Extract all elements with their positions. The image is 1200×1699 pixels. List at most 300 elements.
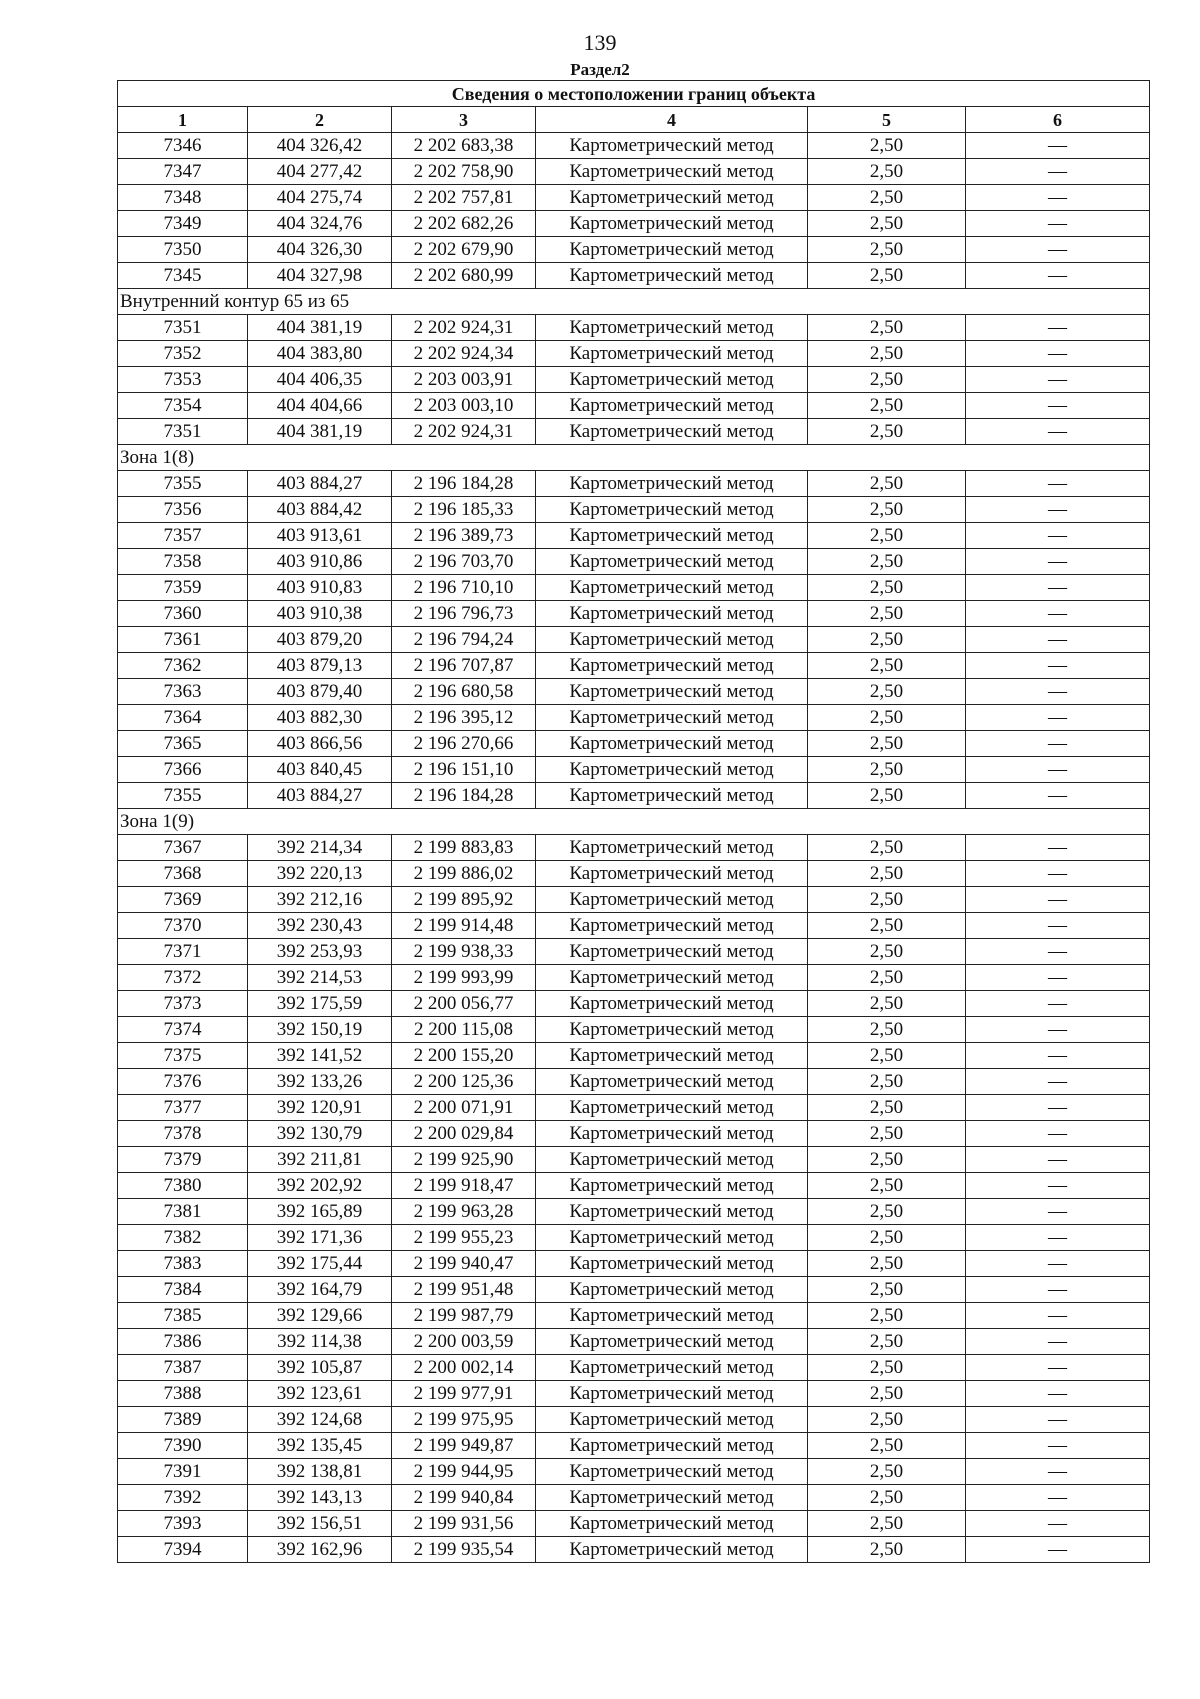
- accuracy-cell: 2,50: [808, 523, 966, 549]
- method-cell: Картометрический метод: [536, 783, 808, 809]
- y-coordinate-cell: 2 202 924,34: [392, 341, 536, 367]
- y-coordinate-cell: 2 202 758,90: [392, 159, 536, 185]
- method-cell: Картометрический метод: [536, 705, 808, 731]
- description-cell: —: [966, 237, 1150, 263]
- method-cell: Картометрический метод: [536, 1095, 808, 1121]
- table-row: [118, 341, 1150, 367]
- section-title: Раздел2: [570, 60, 630, 79]
- description-cell: —: [966, 887, 1150, 913]
- point-number-cell: 7392: [118, 1485, 248, 1511]
- method-cell: Картометрический метод: [536, 341, 808, 367]
- table-row: [118, 1459, 1150, 1485]
- point-number-cell: 7375: [118, 1043, 248, 1069]
- y-coordinate-cell: 2 202 682,26: [392, 211, 536, 237]
- y-coordinate-cell: 2 199 940,47: [392, 1251, 536, 1277]
- description-cell: —: [966, 1017, 1150, 1043]
- caption-row: [118, 81, 1150, 107]
- x-coordinate-cell: 392 133,26: [248, 1069, 392, 1095]
- method-cell: Картометрический метод: [536, 1433, 808, 1459]
- x-coordinate-cell: 404 275,74: [248, 185, 392, 211]
- y-coordinate-cell: 2 196 184,28: [392, 471, 536, 497]
- accuracy-cell: 2,50: [808, 1199, 966, 1225]
- accuracy-cell: 2,50: [808, 211, 966, 237]
- table-row: [118, 939, 1150, 965]
- description-cell: —: [966, 185, 1150, 211]
- description-cell: —: [966, 731, 1150, 757]
- group-header-row: [118, 289, 1150, 315]
- x-coordinate-cell: 392 202,92: [248, 1173, 392, 1199]
- y-coordinate-cell: 2 202 924,31: [392, 315, 536, 341]
- description-cell: —: [966, 1199, 1150, 1225]
- point-number-cell: 7367: [118, 835, 248, 861]
- method-cell: Картометрический метод: [536, 575, 808, 601]
- column-header-row: [118, 107, 1150, 133]
- method-cell: Картометрический метод: [536, 1303, 808, 1329]
- method-cell: Картометрический метод: [536, 1381, 808, 1407]
- y-coordinate-cell: 2 199 949,87: [392, 1433, 536, 1459]
- method-cell: Картометрический метод: [536, 939, 808, 965]
- method-cell: Картометрический метод: [536, 1069, 808, 1095]
- description-cell: —: [966, 497, 1150, 523]
- y-coordinate-cell: 2 199 931,56: [392, 1511, 536, 1537]
- table-row: [118, 575, 1150, 601]
- point-number-cell: 7345: [118, 263, 248, 289]
- accuracy-cell: 2,50: [808, 861, 966, 887]
- accuracy-cell: 2,50: [808, 419, 966, 445]
- description-cell: —: [966, 1303, 1150, 1329]
- description-cell: —: [966, 341, 1150, 367]
- description-cell: —: [966, 939, 1150, 965]
- table-head: [118, 81, 1150, 133]
- accuracy-cell: 2,50: [808, 575, 966, 601]
- table-row: [118, 497, 1150, 523]
- y-coordinate-cell: 2 202 680,99: [392, 263, 536, 289]
- point-number-cell: 7366: [118, 757, 248, 783]
- point-number-cell: 7389: [118, 1407, 248, 1433]
- coordinates-table: [117, 80, 1150, 1563]
- method-cell: Картометрический метод: [536, 549, 808, 575]
- accuracy-cell: 2,50: [808, 965, 966, 991]
- method-cell: Картометрический метод: [536, 1485, 808, 1511]
- table-row: [118, 835, 1150, 861]
- y-coordinate-cell: 2 199 963,28: [392, 1199, 536, 1225]
- x-coordinate-cell: 404 381,19: [248, 315, 392, 341]
- x-coordinate-cell: 404 406,35: [248, 367, 392, 393]
- accuracy-cell: 2,50: [808, 1459, 966, 1485]
- x-coordinate-cell: 403 866,56: [248, 731, 392, 757]
- accuracy-cell: 2,50: [808, 939, 966, 965]
- y-coordinate-cell: 2 199 940,84: [392, 1485, 536, 1511]
- description-cell: —: [966, 315, 1150, 341]
- table-row: [118, 679, 1150, 705]
- method-cell: Картометрический метод: [536, 367, 808, 393]
- table-row: [118, 1095, 1150, 1121]
- point-number-cell: 7388: [118, 1381, 248, 1407]
- x-coordinate-cell: 403 910,86: [248, 549, 392, 575]
- method-cell: Картометрический метод: [536, 731, 808, 757]
- point-number-cell: 7365: [118, 731, 248, 757]
- page-number: 139: [583, 30, 617, 55]
- description-cell: —: [966, 471, 1150, 497]
- table-row: [118, 991, 1150, 1017]
- x-coordinate-cell: 392 120,91: [248, 1095, 392, 1121]
- method-cell: Картометрический метод: [536, 1277, 808, 1303]
- x-coordinate-cell: 403 913,61: [248, 523, 392, 549]
- description-cell: —: [966, 835, 1150, 861]
- description-cell: —: [966, 1043, 1150, 1069]
- method-cell: Картометрический метод: [536, 315, 808, 341]
- description-cell: —: [966, 263, 1150, 289]
- method-cell: Картометрический метод: [536, 1459, 808, 1485]
- x-coordinate-cell: 404 404,66: [248, 393, 392, 419]
- description-cell: —: [966, 1147, 1150, 1173]
- point-number-cell: 7358: [118, 549, 248, 575]
- method-cell: Картометрический метод: [536, 1043, 808, 1069]
- x-coordinate-cell: 392 156,51: [248, 1511, 392, 1537]
- x-coordinate-cell: 392 162,96: [248, 1537, 392, 1563]
- y-coordinate-cell: 2 199 886,02: [392, 861, 536, 887]
- description-cell: —: [966, 627, 1150, 653]
- method-cell: Картометрический метод: [536, 1173, 808, 1199]
- accuracy-cell: 2,50: [808, 185, 966, 211]
- y-coordinate-cell: 2 196 707,87: [392, 653, 536, 679]
- description-cell: —: [966, 1121, 1150, 1147]
- accuracy-cell: 2,50: [808, 1251, 966, 1277]
- table-row: [118, 263, 1150, 289]
- accuracy-cell: 2,50: [808, 133, 966, 159]
- point-number-cell: 7370: [118, 913, 248, 939]
- table-body: [118, 133, 1150, 1563]
- y-coordinate-cell: 2 199 955,23: [392, 1225, 536, 1251]
- method-cell: Картометрический метод: [536, 601, 808, 627]
- table-row: [118, 783, 1150, 809]
- point-number-cell: 7387: [118, 1355, 248, 1381]
- y-coordinate-cell: 2 200 155,20: [392, 1043, 536, 1069]
- method-cell: Картометрический метод: [536, 965, 808, 991]
- table-row: [118, 471, 1150, 497]
- description-cell: —: [966, 1225, 1150, 1251]
- y-coordinate-cell: 2 199 993,99: [392, 965, 536, 991]
- description-cell: —: [966, 575, 1150, 601]
- point-number-cell: 7346: [118, 133, 248, 159]
- method-cell: Картометрический метод: [536, 757, 808, 783]
- method-cell: Картометрический метод: [536, 419, 808, 445]
- method-cell: Картометрический метод: [536, 835, 808, 861]
- y-coordinate-cell: 2 199 951,48: [392, 1277, 536, 1303]
- point-number-cell: 7374: [118, 1017, 248, 1043]
- column-header: 6: [966, 107, 1150, 133]
- point-number-cell: 7372: [118, 965, 248, 991]
- table-row: [118, 211, 1150, 237]
- point-number-cell: 7368: [118, 861, 248, 887]
- x-coordinate-cell: 392 150,19: [248, 1017, 392, 1043]
- description-cell: —: [966, 393, 1150, 419]
- table-row: [118, 523, 1150, 549]
- accuracy-cell: 2,50: [808, 1381, 966, 1407]
- table-row: [118, 1121, 1150, 1147]
- table-row: [118, 1225, 1150, 1251]
- y-coordinate-cell: 2 199 975,95: [392, 1407, 536, 1433]
- accuracy-cell: 2,50: [808, 835, 966, 861]
- method-cell: Картометрический метод: [536, 1017, 808, 1043]
- x-coordinate-cell: 392 135,45: [248, 1433, 392, 1459]
- accuracy-cell: 2,50: [808, 1485, 966, 1511]
- accuracy-cell: 2,50: [808, 653, 966, 679]
- method-cell: Картометрический метод: [536, 679, 808, 705]
- point-number-cell: 7391: [118, 1459, 248, 1485]
- column-header: 1: [118, 107, 248, 133]
- description-cell: —: [966, 1329, 1150, 1355]
- accuracy-cell: 2,50: [808, 159, 966, 185]
- x-coordinate-cell: 403 840,45: [248, 757, 392, 783]
- method-cell: Картометрический метод: [536, 159, 808, 185]
- accuracy-cell: 2,50: [808, 237, 966, 263]
- method-cell: Картометрический метод: [536, 653, 808, 679]
- x-coordinate-cell: 392 143,13: [248, 1485, 392, 1511]
- accuracy-cell: 2,50: [808, 1407, 966, 1433]
- accuracy-cell: 2,50: [808, 1355, 966, 1381]
- column-header: 5: [808, 107, 966, 133]
- table-row: [118, 1199, 1150, 1225]
- accuracy-cell: 2,50: [808, 341, 966, 367]
- point-number-cell: 7347: [118, 159, 248, 185]
- point-number-cell: 7380: [118, 1173, 248, 1199]
- x-coordinate-cell: 392 211,81: [248, 1147, 392, 1173]
- table-row: [118, 731, 1150, 757]
- x-coordinate-cell: 403 884,42: [248, 497, 392, 523]
- description-cell: —: [966, 705, 1150, 731]
- method-cell: Картометрический метод: [536, 1199, 808, 1225]
- x-coordinate-cell: 392 123,61: [248, 1381, 392, 1407]
- accuracy-cell: 2,50: [808, 471, 966, 497]
- point-number-cell: 7382: [118, 1225, 248, 1251]
- point-number-cell: 7390: [118, 1433, 248, 1459]
- description-cell: —: [966, 783, 1150, 809]
- y-coordinate-cell: 2 199 935,54: [392, 1537, 536, 1563]
- description-cell: —: [966, 1407, 1150, 1433]
- point-number-cell: 7384: [118, 1277, 248, 1303]
- method-cell: Картометрический метод: [536, 627, 808, 653]
- y-coordinate-cell: 2 202 679,90: [392, 237, 536, 263]
- method-cell: Картометрический метод: [536, 1537, 808, 1563]
- x-coordinate-cell: 403 910,83: [248, 575, 392, 601]
- y-coordinate-cell: 2 199 944,95: [392, 1459, 536, 1485]
- point-number-cell: 7361: [118, 627, 248, 653]
- method-cell: Картометрический метод: [536, 1329, 808, 1355]
- description-cell: —: [966, 1511, 1150, 1537]
- accuracy-cell: 2,50: [808, 887, 966, 913]
- accuracy-cell: 2,50: [808, 263, 966, 289]
- x-coordinate-cell: 392 129,66: [248, 1303, 392, 1329]
- point-number-cell: 7377: [118, 1095, 248, 1121]
- point-number-cell: 7352: [118, 341, 248, 367]
- point-number-cell: 7348: [118, 185, 248, 211]
- y-coordinate-cell: 2 203 003,10: [392, 393, 536, 419]
- method-cell: Картометрический метод: [536, 1407, 808, 1433]
- y-coordinate-cell: 2 196 710,10: [392, 575, 536, 601]
- description-cell: —: [966, 991, 1150, 1017]
- x-coordinate-cell: 392 165,89: [248, 1199, 392, 1225]
- description-cell: —: [966, 159, 1150, 185]
- point-number-cell: 7351: [118, 419, 248, 445]
- description-cell: —: [966, 679, 1150, 705]
- method-cell: Картометрический метод: [536, 913, 808, 939]
- accuracy-cell: 2,50: [808, 1433, 966, 1459]
- accuracy-cell: 2,50: [808, 783, 966, 809]
- x-coordinate-cell: 392 114,38: [248, 1329, 392, 1355]
- accuracy-cell: 2,50: [808, 1537, 966, 1563]
- description-cell: —: [966, 1277, 1150, 1303]
- x-coordinate-cell: 404 327,98: [248, 263, 392, 289]
- y-coordinate-cell: 2 200 056,77: [392, 991, 536, 1017]
- point-number-cell: 7378: [118, 1121, 248, 1147]
- method-cell: Картометрический метод: [536, 1225, 808, 1251]
- table-row: [118, 315, 1150, 341]
- method-cell: Картометрический метод: [536, 185, 808, 211]
- table-row: [118, 1329, 1150, 1355]
- description-cell: —: [966, 1381, 1150, 1407]
- point-number-cell: 7394: [118, 1537, 248, 1563]
- x-coordinate-cell: 392 141,52: [248, 1043, 392, 1069]
- point-number-cell: 7355: [118, 471, 248, 497]
- table-row: [118, 1511, 1150, 1537]
- x-coordinate-cell: 403 879,20: [248, 627, 392, 653]
- table-row: [118, 1251, 1150, 1277]
- x-coordinate-cell: 403 879,13: [248, 653, 392, 679]
- group-label: Зона 1(8): [118, 445, 1150, 471]
- accuracy-cell: 2,50: [808, 1225, 966, 1251]
- x-coordinate-cell: 392 220,13: [248, 861, 392, 887]
- table-row: [118, 367, 1150, 393]
- description-cell: —: [966, 653, 1150, 679]
- table-caption: Сведения о местоположении границ объекта: [118, 81, 1150, 107]
- x-coordinate-cell: 392 230,43: [248, 913, 392, 939]
- point-number-cell: 7369: [118, 887, 248, 913]
- method-cell: Картометрический метод: [536, 861, 808, 887]
- accuracy-cell: 2,50: [808, 315, 966, 341]
- method-cell: Картометрический метод: [536, 1355, 808, 1381]
- accuracy-cell: 2,50: [808, 731, 966, 757]
- x-coordinate-cell: 403 879,40: [248, 679, 392, 705]
- table-row: [118, 1043, 1150, 1069]
- accuracy-cell: 2,50: [808, 1511, 966, 1537]
- y-coordinate-cell: 2 200 002,14: [392, 1355, 536, 1381]
- method-cell: Картометрический метод: [536, 211, 808, 237]
- description-cell: —: [966, 211, 1150, 237]
- accuracy-cell: 2,50: [808, 627, 966, 653]
- y-coordinate-cell: 2 199 977,91: [392, 1381, 536, 1407]
- x-coordinate-cell: 403 910,38: [248, 601, 392, 627]
- y-coordinate-cell: 2 200 115,08: [392, 1017, 536, 1043]
- description-cell: —: [966, 1459, 1150, 1485]
- table-row: [118, 887, 1150, 913]
- method-cell: Картометрический метод: [536, 497, 808, 523]
- method-cell: Картометрический метод: [536, 393, 808, 419]
- y-coordinate-cell: 2 203 003,91: [392, 367, 536, 393]
- point-number-cell: 7385: [118, 1303, 248, 1329]
- x-coordinate-cell: 392 214,53: [248, 965, 392, 991]
- description-cell: —: [966, 523, 1150, 549]
- description-cell: —: [966, 601, 1150, 627]
- table-row: [118, 1303, 1150, 1329]
- point-number-cell: 7379: [118, 1147, 248, 1173]
- point-number-cell: 7363: [118, 679, 248, 705]
- description-cell: —: [966, 549, 1150, 575]
- x-coordinate-cell: 392 164,79: [248, 1277, 392, 1303]
- description-cell: —: [966, 913, 1150, 939]
- y-coordinate-cell: 2 199 895,92: [392, 887, 536, 913]
- x-coordinate-cell: 392 124,68: [248, 1407, 392, 1433]
- description-cell: —: [966, 1173, 1150, 1199]
- accuracy-cell: 2,50: [808, 601, 966, 627]
- y-coordinate-cell: 2 196 395,12: [392, 705, 536, 731]
- point-number-cell: 7354: [118, 393, 248, 419]
- accuracy-cell: 2,50: [808, 1043, 966, 1069]
- y-coordinate-cell: 2 196 151,10: [392, 757, 536, 783]
- accuracy-cell: 2,50: [808, 913, 966, 939]
- x-coordinate-cell: 403 884,27: [248, 471, 392, 497]
- method-cell: Картометрический метод: [536, 1121, 808, 1147]
- accuracy-cell: 2,50: [808, 757, 966, 783]
- x-coordinate-cell: 404 326,30: [248, 237, 392, 263]
- table-row: [118, 185, 1150, 211]
- table-row: [118, 133, 1150, 159]
- x-coordinate-cell: 392 130,79: [248, 1121, 392, 1147]
- x-coordinate-cell: 392 175,44: [248, 1251, 392, 1277]
- table-row: [118, 653, 1150, 679]
- x-coordinate-cell: 392 214,34: [248, 835, 392, 861]
- accuracy-cell: 2,50: [808, 1277, 966, 1303]
- description-cell: —: [966, 965, 1150, 991]
- point-number-cell: 7371: [118, 939, 248, 965]
- accuracy-cell: 2,50: [808, 991, 966, 1017]
- point-number-cell: 7360: [118, 601, 248, 627]
- description-cell: —: [966, 1251, 1150, 1277]
- group-header-row: [118, 445, 1150, 471]
- x-coordinate-cell: 392 253,93: [248, 939, 392, 965]
- point-number-cell: 7364: [118, 705, 248, 731]
- description-cell: —: [966, 1537, 1150, 1563]
- accuracy-cell: 2,50: [808, 679, 966, 705]
- group-header-row: [118, 809, 1150, 835]
- y-coordinate-cell: 2 199 987,79: [392, 1303, 536, 1329]
- y-coordinate-cell: 2 196 794,24: [392, 627, 536, 653]
- accuracy-cell: 2,50: [808, 549, 966, 575]
- description-cell: —: [966, 1485, 1150, 1511]
- accuracy-cell: 2,50: [808, 1147, 966, 1173]
- method-cell: Картометрический метод: [536, 1511, 808, 1537]
- table-row: [118, 419, 1150, 445]
- table-row: [118, 965, 1150, 991]
- accuracy-cell: 2,50: [808, 497, 966, 523]
- y-coordinate-cell: 2 196 680,58: [392, 679, 536, 705]
- accuracy-cell: 2,50: [808, 1329, 966, 1355]
- description-cell: —: [966, 1433, 1150, 1459]
- x-coordinate-cell: 392 171,36: [248, 1225, 392, 1251]
- description-cell: —: [966, 1355, 1150, 1381]
- y-coordinate-cell: 2 196 389,73: [392, 523, 536, 549]
- point-number-cell: 7393: [118, 1511, 248, 1537]
- x-coordinate-cell: 404 381,19: [248, 419, 392, 445]
- x-coordinate-cell: 404 324,76: [248, 211, 392, 237]
- table-row: [118, 549, 1150, 575]
- point-number-cell: 7351: [118, 315, 248, 341]
- point-number-cell: 7349: [118, 211, 248, 237]
- table-row: [118, 627, 1150, 653]
- table-row: [118, 1017, 1150, 1043]
- point-number-cell: 7381: [118, 1199, 248, 1225]
- y-coordinate-cell: 2 196 796,73: [392, 601, 536, 627]
